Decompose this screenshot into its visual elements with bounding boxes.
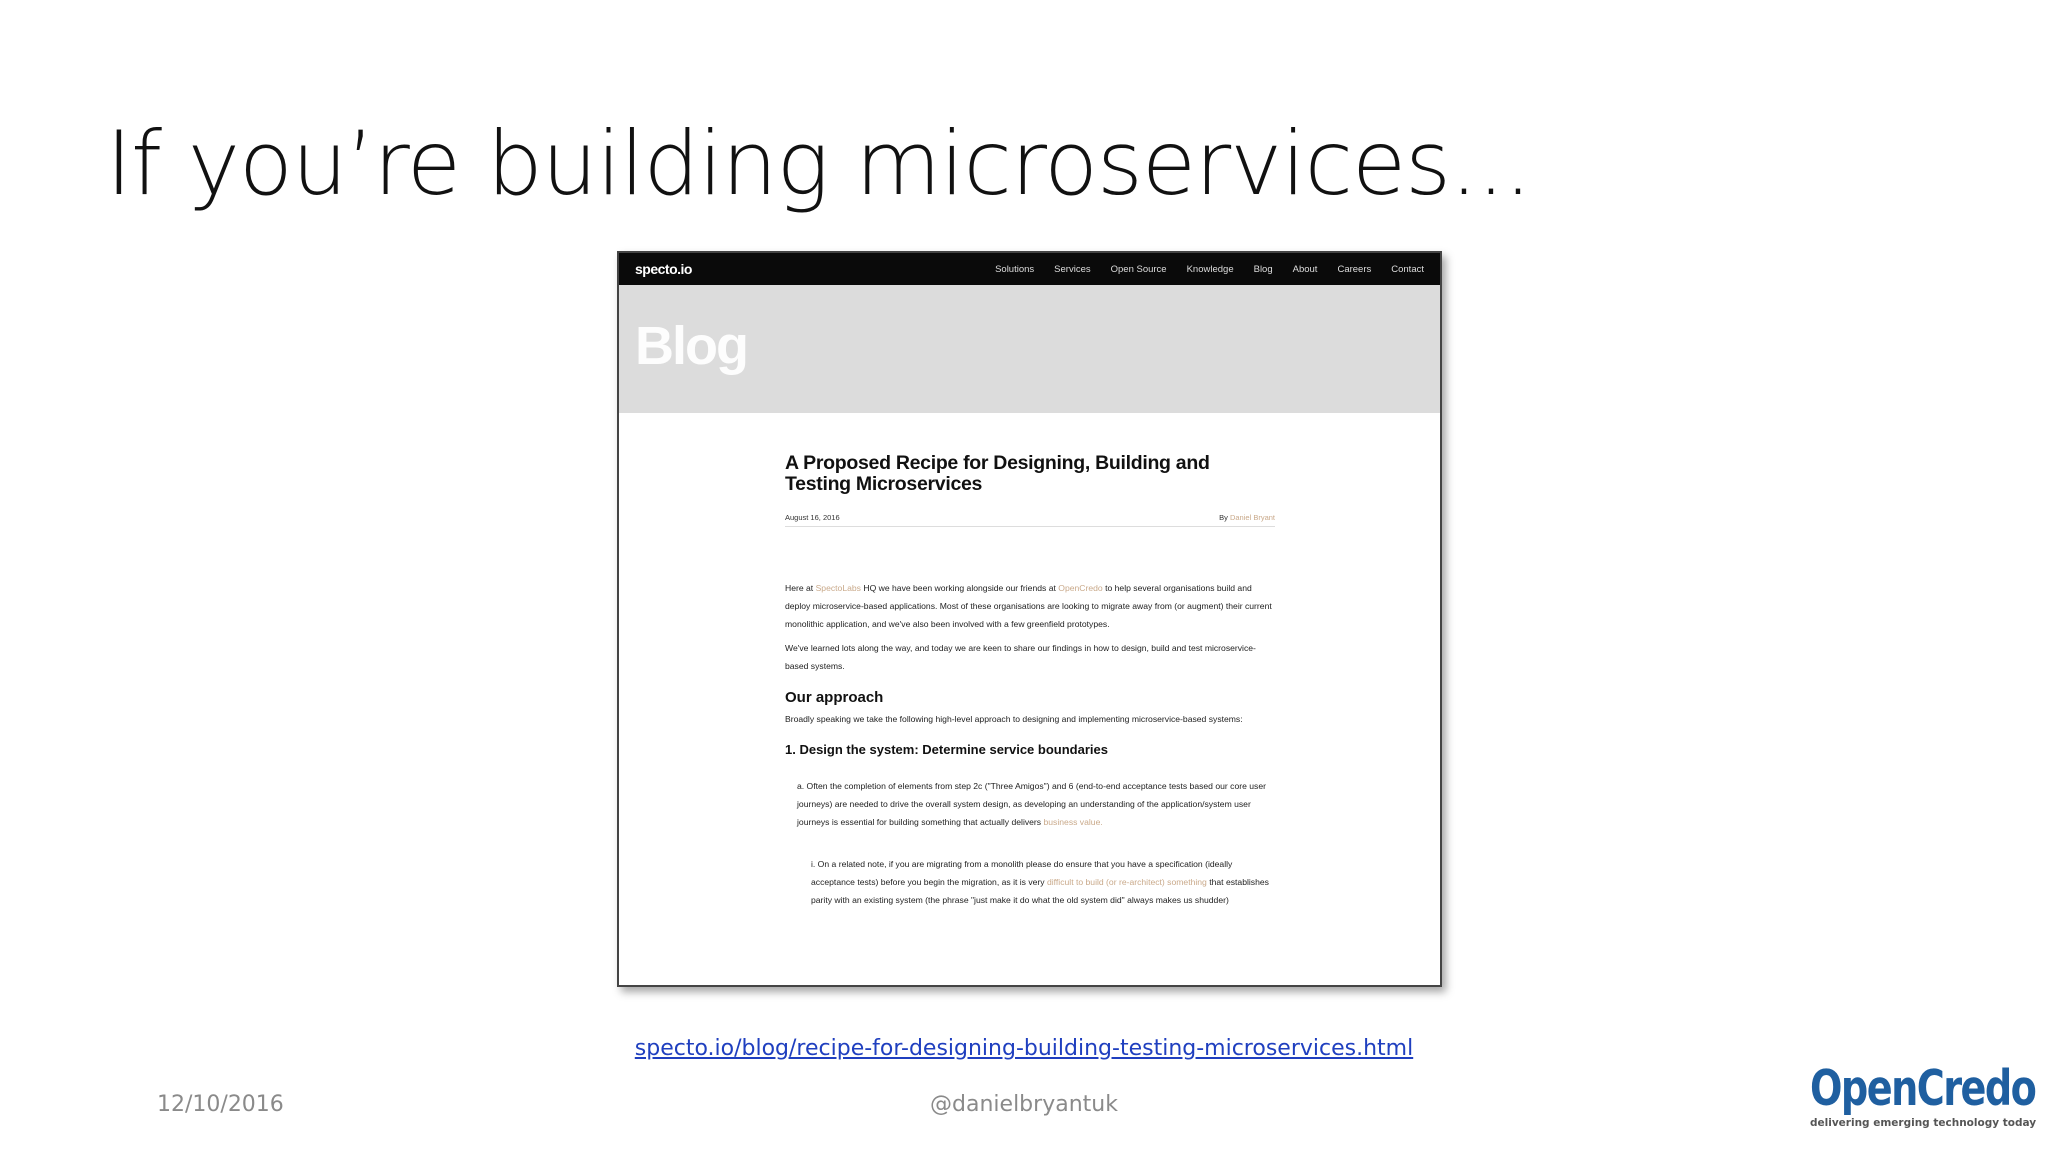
section-heading-step-1: 1. Design the system: Determine service boundaries	[785, 742, 1108, 757]
approach-paragraph: Broadly speaking we take the following high-level approach to designing and implementing microservice-based systems:	[785, 714, 1243, 724]
article-byline	[1219, 513, 1275, 522]
sub-list-text-1: i. On a related note, if you are migrating from a monolith please do ensure that you have a specification (ideally acceptance tests) before you begin the migration, as it is very	[811, 859, 1233, 887]
nav-item-about[interactable]: About	[1292, 263, 1318, 275]
intro-text-2: HQ we have been working alongside our friends at	[860, 583, 1059, 593]
sub-list-item	[785, 855, 1275, 909]
intro-text-3: to help several organisations build and deploy microservice-based applications. Most of these organisations are looking to migrate away from (or augment) their current monolithic application, and we've also been involved with a few greenfield prototypes.	[785, 583, 1272, 629]
slide-title: If you’re building microservices...	[106, 112, 1531, 215]
second-paragraph: We've learned lots along the way, and today we are keen to share our findings in how to design, build and test microservice-based systems.	[785, 643, 1256, 671]
logo-tagline: delivering emerging technology today	[1810, 1117, 2037, 1129]
article-title: A Proposed Recipe for Designing, Building and Testing Microservices	[785, 452, 1210, 495]
intro-text-1: Here at	[785, 583, 816, 593]
author-link[interactable]: Daniel Bryant	[1229, 513, 1275, 522]
section-heading-approach: Our approach	[785, 689, 884, 706]
opencredo-link[interactable]: OpenCredo	[1058, 583, 1103, 593]
meta-divider	[785, 526, 1275, 527]
site-nav	[995, 264, 1424, 275]
byline-label: By	[1219, 513, 1228, 522]
spectolabs-link[interactable]: SpectoLabs	[815, 583, 861, 593]
nav-item-blog[interactable]: Blog	[1253, 263, 1273, 275]
sub-list-text-2: that establishes parity with an existing system (the phrase "just make it do what the old system did" always makes us shudder)	[811, 877, 1269, 905]
nav-item-knowledge[interactable]: Knowledge	[1186, 263, 1234, 275]
site-logo[interactable]: specto.io	[635, 261, 692, 277]
nav-item-services[interactable]: Services	[1054, 263, 1091, 275]
business-value-link[interactable]: business value.	[1043, 817, 1103, 827]
rearchitect-link[interactable]: difficult to build (or re-architect) something	[1046, 877, 1207, 887]
logo-wordmark: OpenCredo	[1810, 1060, 2036, 1117]
twitter-handle: @danielbryantuk	[930, 1092, 1118, 1117]
article-date: August 16, 2016	[785, 513, 840, 522]
nav-item-careers[interactable]: Careers	[1337, 263, 1372, 275]
nav-item-solutions[interactable]: Solutions	[995, 263, 1035, 275]
hero-banner	[619, 285, 1440, 413]
nav-item-contact[interactable]: Contact	[1391, 263, 1424, 275]
article-meta	[785, 513, 1275, 522]
hero-title: Blog	[635, 316, 747, 376]
opencredo-logo	[1810, 1060, 2037, 1129]
list-item-text: a. Often the completion of elements from step 2c ("Three Amigos") and 6 (end-to-end acceptance tests based our core user journeys) are needed to drive the overall system design, as developing an understanding of the application/system user journeys is essential for building something that actually delivers	[797, 781, 1266, 827]
blog-screenshot	[617, 251, 1442, 987]
slide-date: 12/10/2016	[157, 1092, 284, 1117]
list-item	[785, 777, 1275, 831]
nav-item-open-source[interactable]: Open Source	[1110, 263, 1167, 275]
blog-article	[785, 453, 1275, 909]
site-header	[619, 253, 1440, 285]
intro-paragraph	[785, 579, 1275, 633]
article-url-link[interactable]: specto.io/blog/recipe-for-designing-building-testing-microservices.html	[634, 1036, 1414, 1061]
